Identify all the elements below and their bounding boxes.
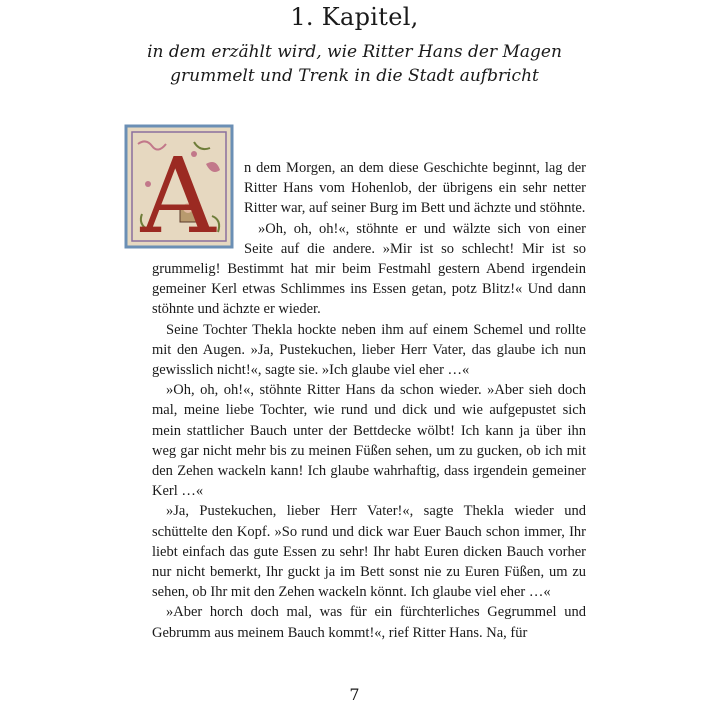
- paragraph-1: n dem Morgen, an dem diese Geschichte beginnt, lag der Ritter Hans vom Hohenlob, der übrigens ein sehr netter Ritter war, auf seiner Burg im Bett und ächzte und stöhnte.: [244, 160, 586, 217]
- paragraph-3: Seine Tochter Thekla hockte neben ihm auf einem Schemel und rollte mit den Augen. »Ja, Pustekuchen, lieber Herr Vater, das glaube ich nun gewisslich nicht!«, sagte sie. »Ich glaube viel eher …«: [152, 321, 586, 379]
- paragraph-4: »Oh, oh, oh!«, stöhnte Ritter Hans da schon wieder. »Aber sieh doch mal, meine liebe Tochter, wie rund und dick und wie aufgepustet sich mein stattlicher Bauch unter der Bettdecke wölbt! Ich kann ja über ihn weg gar nicht mehr bis zu meinen Füßen sehen, um zu gucken, ob ich mit den Zehen wackeln kann! Ich glaube wahrhaftig, dass irgendein gemeiner Kerl …«: [152, 382, 586, 500]
- chapter-subtitle-line-1: in dem erzählt wird, wie Ritter Hans der Magen: [147, 42, 562, 62]
- paragraph-5: »Ja, Pustekuchen, lieber Herr Vater!«, sagte Thekla wieder und schüttelte den Kopf. »So rund und dick war Euer Bauch schon immer, Ihr liebt einfach das gute Essen zu sehr! Ihr habt Euren dicken Bauch vorher nur nicht bemerkt, Ihr guckt ja im Bett sonst nie zu Euren Füßen, um zu sehen, ob Ihr mit den Zehen wackeln könnt. Ich glaube viel eher …«: [152, 503, 586, 601]
- chapter-subtitle-line-2: grummelt und Trenk in die Stadt aufbricht: [170, 66, 539, 86]
- chapter-subtitle: [60, 40, 649, 88]
- page-number: 7: [349, 685, 360, 704]
- dropcap-illustration: [124, 124, 234, 249]
- paragraph-2: »Oh, oh, oh!«, stöhnte er und wälzte sich von einer Seite auf die andere. »Mir ist so schlecht! Mir ist so grummelig! Bestimmt hat mir beim Festmahl gestern Abend irgendein gemeiner Kerl etwas Schlimmes ins Essen getan, potz Blitz!« Und dann stöhnte und ächzte er wieder.: [152, 220, 586, 318]
- paragraph-6: »Aber horch doch mal, was für ein fürchterliches Gegrummel und Gebrumm aus meinem Bauch kommt!«, rief Ritter Hans. Na, für: [152, 604, 586, 641]
- chapter-title: 1. Kapitel,: [290, 3, 419, 31]
- dropcap-letter: A: [140, 135, 216, 249]
- body-text: [140, 135, 586, 643]
